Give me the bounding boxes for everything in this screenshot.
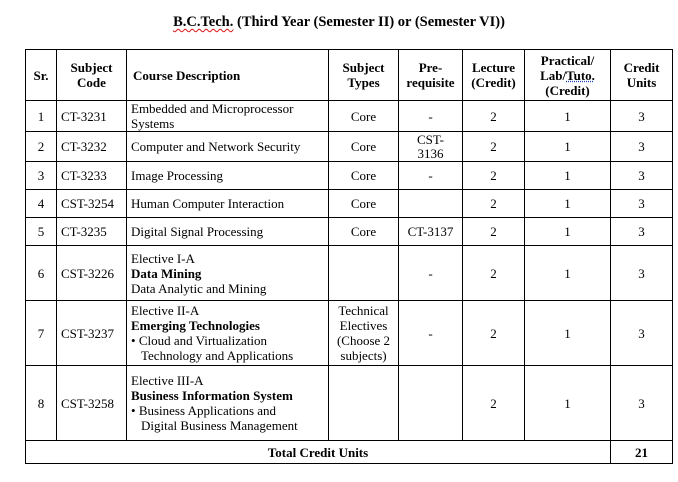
elective-label: Elective I-A xyxy=(131,250,195,266)
cell-code: CT-3233 xyxy=(57,162,127,190)
cell-practical: 1 xyxy=(525,101,611,132)
cell-description: Image Processing xyxy=(127,162,329,190)
cell-code: CST-3237 xyxy=(57,301,127,366)
cell-description: Embedded and Microprocessor Systems xyxy=(127,101,329,132)
elective-label: Elective II-A xyxy=(131,303,200,318)
page-title xyxy=(0,14,678,31)
curriculum-table xyxy=(25,49,673,464)
cell-description xyxy=(127,246,329,301)
table-row xyxy=(26,190,673,218)
cell-prerequisite: - xyxy=(399,301,463,366)
header-subject-code: Subject Code xyxy=(57,50,127,101)
cell-prerequisite: - xyxy=(399,162,463,190)
cell-units: 3 xyxy=(611,132,673,162)
cell-sr: 2 xyxy=(26,132,57,162)
cell-lecture: 2 xyxy=(463,132,525,162)
cell-sr: 7 xyxy=(26,301,57,366)
cell-units: 3 xyxy=(611,366,673,441)
cell-units: 3 xyxy=(611,101,673,132)
cell-description: Computer and Network Security xyxy=(127,132,329,162)
cell-sr: 1 xyxy=(26,101,57,132)
cell-type xyxy=(329,366,399,441)
table-row xyxy=(26,101,673,132)
cell-lecture: 2 xyxy=(463,301,525,366)
table-row xyxy=(26,301,673,366)
header-prerequisite: Pre- requisite xyxy=(399,50,463,101)
cell-units: 3 xyxy=(611,162,673,190)
cell-type-technical-electives: Technical Electives (Choose 2 subjects) xyxy=(329,301,399,366)
cell-units: 3 xyxy=(611,218,673,246)
cell-lecture: 2 xyxy=(463,218,525,246)
cell-lecture: 2 xyxy=(463,190,525,218)
cell-code: CST-3226 xyxy=(57,246,127,301)
cell-lecture: 2 xyxy=(463,162,525,190)
cell-sr: 3 xyxy=(26,162,57,190)
cell-practical: 1 xyxy=(525,162,611,190)
cell-sr: 4 xyxy=(26,190,57,218)
header-course-description: Course Description xyxy=(127,50,329,101)
elective-label: Elective III-A xyxy=(131,373,204,388)
cell-description xyxy=(127,366,329,441)
header-credit-units: Credit Units xyxy=(611,50,673,101)
elective-detail: Data Analytic and Mining xyxy=(131,280,267,296)
elective-title: Data Mining xyxy=(131,265,202,281)
cell-prerequisite: CT-3137 xyxy=(399,218,463,246)
cell-code: CST-3258 xyxy=(57,366,127,441)
cell-type: Core xyxy=(329,132,399,162)
cell-description: Digital Signal Processing xyxy=(127,218,329,246)
header-lecture: Lecture (Credit) xyxy=(463,50,525,101)
cell-sr: 8 xyxy=(26,366,57,441)
total-row xyxy=(26,441,673,464)
cell-lecture: 2 xyxy=(463,101,525,132)
cell-description xyxy=(127,301,329,366)
cell-prerequisite: CST- 3136 xyxy=(399,132,463,162)
title-rest: (Third Year (Semester II) or (Semester VI)) xyxy=(233,14,505,30)
header-practical: Practical/ Lab/Tuto. (Credit) xyxy=(525,50,611,101)
table-row xyxy=(26,132,673,162)
elective-title: Emerging Technologies xyxy=(131,318,260,333)
bullet-icon: • xyxy=(131,333,136,348)
cell-units: 3 xyxy=(611,246,673,301)
elective-title: Business Information System xyxy=(131,388,293,403)
cell-practical: 1 xyxy=(525,366,611,441)
cell-practical: 1 xyxy=(525,218,611,246)
cell-prerequisite: - xyxy=(399,246,463,301)
total-label: Total Credit Units xyxy=(26,441,611,464)
table-row xyxy=(26,218,673,246)
cell-type: Core xyxy=(329,218,399,246)
cell-practical: 1 xyxy=(525,190,611,218)
elective-bullet: • Cloud and Virtualization Technology and Applications xyxy=(131,333,294,363)
table-row xyxy=(26,366,673,441)
cell-sr: 6 xyxy=(26,246,57,301)
cell-type: Core xyxy=(329,101,399,132)
cell-practical: 1 xyxy=(525,132,611,162)
table-row xyxy=(26,162,673,190)
cell-code: CT-3231 xyxy=(57,101,127,132)
cell-lecture: 2 xyxy=(463,366,525,441)
cell-type xyxy=(329,246,399,301)
title-prefix: B.C.Tech. xyxy=(173,14,234,30)
cell-practical: 1 xyxy=(525,246,611,301)
header-row xyxy=(26,50,673,101)
cell-type: Core xyxy=(329,190,399,218)
cell-units: 3 xyxy=(611,190,673,218)
cell-code: CST-3254 xyxy=(57,190,127,218)
cell-units: 3 xyxy=(611,301,673,366)
cell-prerequisite xyxy=(399,366,463,441)
total-value: 21 xyxy=(611,441,673,464)
header-subject-types: Subject Types xyxy=(329,50,399,101)
cell-practical: 1 xyxy=(525,301,611,366)
cell-code: CT-3232 xyxy=(57,132,127,162)
cell-prerequisite xyxy=(399,190,463,218)
table-row xyxy=(26,246,673,301)
elective-bullet: • Business Applications and Digital Business Management xyxy=(131,403,298,433)
cell-prerequisite: - xyxy=(399,101,463,132)
cell-lecture: 2 xyxy=(463,246,525,301)
cell-code: CT-3235 xyxy=(57,218,127,246)
cell-sr: 5 xyxy=(26,218,57,246)
cell-type: Core xyxy=(329,162,399,190)
cell-description: Human Computer Interaction xyxy=(127,190,329,218)
header-sr: Sr. xyxy=(26,50,57,101)
bullet-icon: • xyxy=(131,403,136,418)
